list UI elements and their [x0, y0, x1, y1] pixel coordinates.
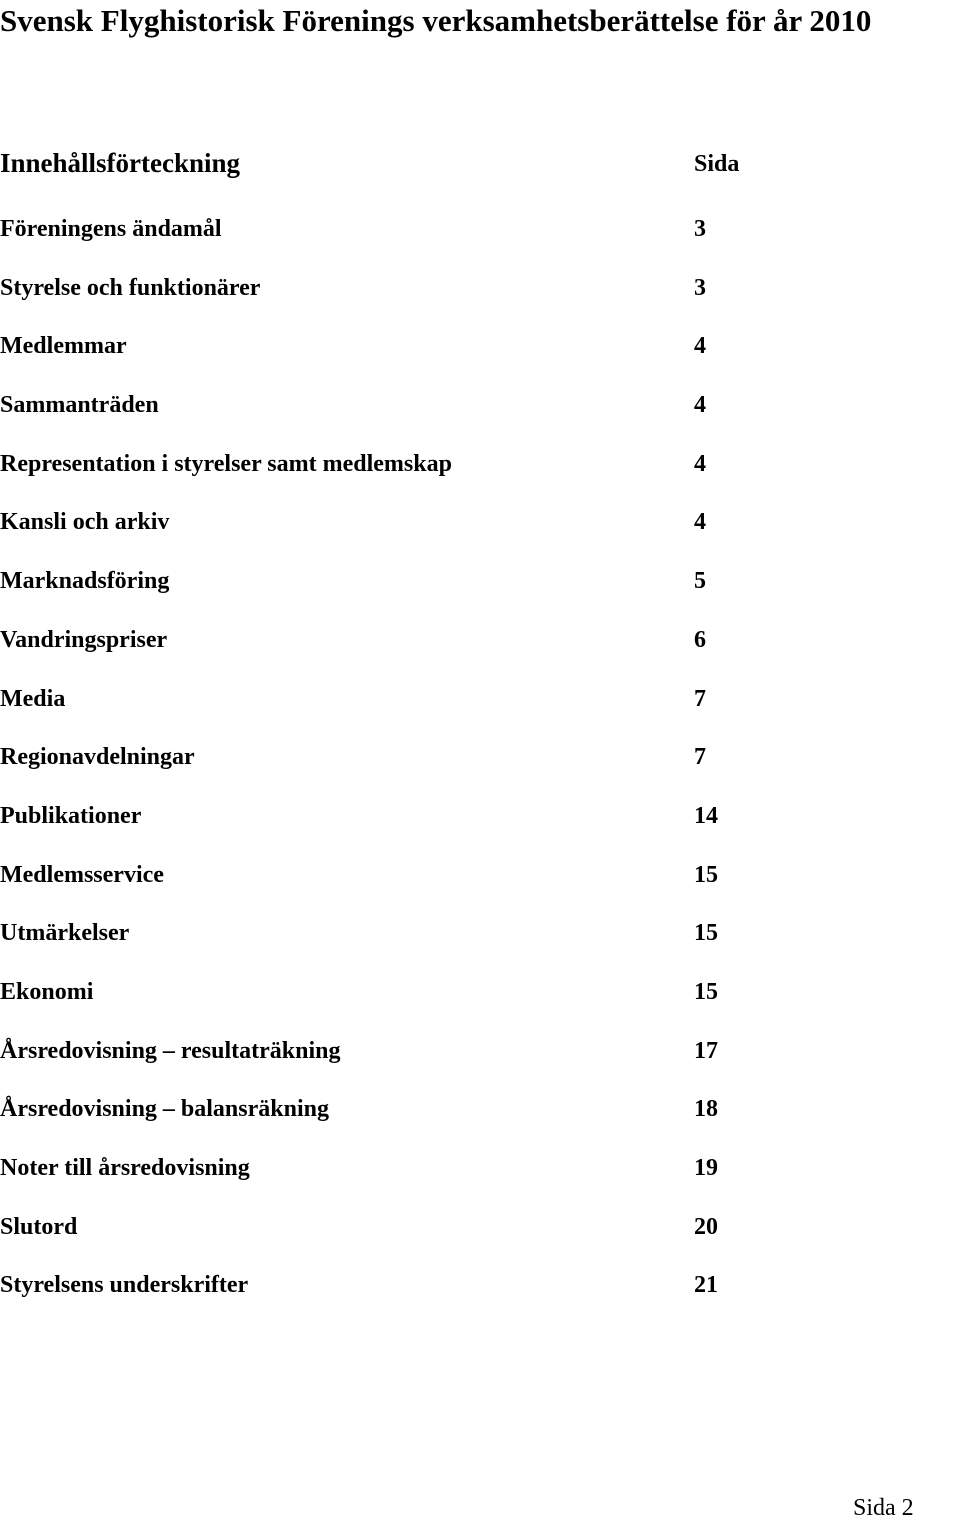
toc-entry-page: 15 [694, 978, 718, 1005]
toc-entry-title: Vandringspriser [0, 626, 168, 653]
toc-entry-title: Styrelse och funktionärer [0, 274, 261, 301]
toc-entry [0, 916, 760, 975]
toc-entry-page: 7 [694, 685, 706, 712]
toc-entry-page: 18 [694, 1096, 718, 1123]
toc-entry [0, 447, 760, 506]
toc-entry-page: 6 [694, 626, 706, 653]
toc-entry [0, 1092, 760, 1151]
toc-entry-page: 4 [694, 392, 706, 419]
toc-entry-page: 19 [694, 1155, 718, 1181]
toc-entry-page: 21 [694, 1272, 718, 1299]
toc-entry [0, 505, 760, 564]
toc-entry-page: 15 [694, 920, 718, 947]
toc-entry [0, 858, 760, 917]
toc-entry-page: 3 [694, 274, 706, 301]
toc-entry-title: Medlemmar [0, 333, 127, 360]
toc-entry-page: 15 [694, 861, 718, 888]
toc-entry [0, 329, 760, 388]
toc-heading: Innehållsförteckning [0, 148, 241, 178]
toc-entry-title: Årsredovisning – resultaträkning [0, 1037, 341, 1064]
toc-entry-page: 4 [694, 333, 706, 360]
toc-entry [0, 388, 760, 447]
toc-entry [0, 799, 760, 858]
toc-entry [0, 212, 760, 271]
toc-entry-page: 7 [694, 744, 706, 771]
toc-entry [0, 975, 760, 1034]
toc-entry-page: 4 [694, 450, 706, 477]
toc-entry [0, 271, 760, 330]
toc-entry-title: Publikationer [0, 802, 142, 829]
toc-entry [0, 740, 760, 799]
toc-entry-title: Slutord [0, 1213, 78, 1240]
toc-entry-title: Ekonomi [0, 978, 94, 1005]
toc-entry-title: Föreningens ändamål [0, 216, 222, 242]
toc-header [0, 145, 760, 181]
toc-entry-page: 3 [694, 216, 706, 242]
toc-entry-title: Styrelsens underskrifter [0, 1272, 249, 1299]
page-number: Sida 2 [853, 1495, 914, 1521]
toc-entry [0, 1210, 760, 1269]
toc-entry-page: 17 [694, 1037, 718, 1064]
toc-entry-page: 5 [694, 568, 706, 595]
toc-entry-title: Medlemsservice [0, 861, 164, 888]
toc-entry [0, 1034, 760, 1093]
toc-entry [0, 564, 760, 623]
toc-list [0, 212, 760, 1327]
toc-entry-title: Kansli och arkiv [0, 509, 170, 536]
toc-entry-title: Årsredovisning – balansräkning [0, 1096, 329, 1123]
toc-entry-title: Noter till årsredovisning [0, 1155, 250, 1181]
toc-entry [0, 1151, 760, 1210]
toc-entry-title: Media [0, 685, 66, 712]
document-title: Svensk Flyghistorisk Förenings verksamhetsberättelse för år 2010 [0, 3, 872, 38]
toc-entry-title: Marknadsföring [0, 568, 170, 595]
toc-entry [0, 1268, 760, 1327]
toc-page-column-label: Sida [694, 151, 740, 177]
toc-entry-page: 4 [694, 509, 706, 536]
toc-entry-title: Sammanträden [0, 392, 159, 419]
toc-entry [0, 623, 760, 682]
toc-entry-title: Utmärkelser [0, 920, 130, 947]
toc-entry-title: Representation i styrelser samt medlemskap [0, 450, 452, 477]
toc-entry-page: 20 [694, 1213, 718, 1240]
toc-entry-page: 14 [694, 802, 718, 829]
toc-entry [0, 682, 760, 741]
toc-entry-title: Regionavdelningar [0, 744, 195, 771]
